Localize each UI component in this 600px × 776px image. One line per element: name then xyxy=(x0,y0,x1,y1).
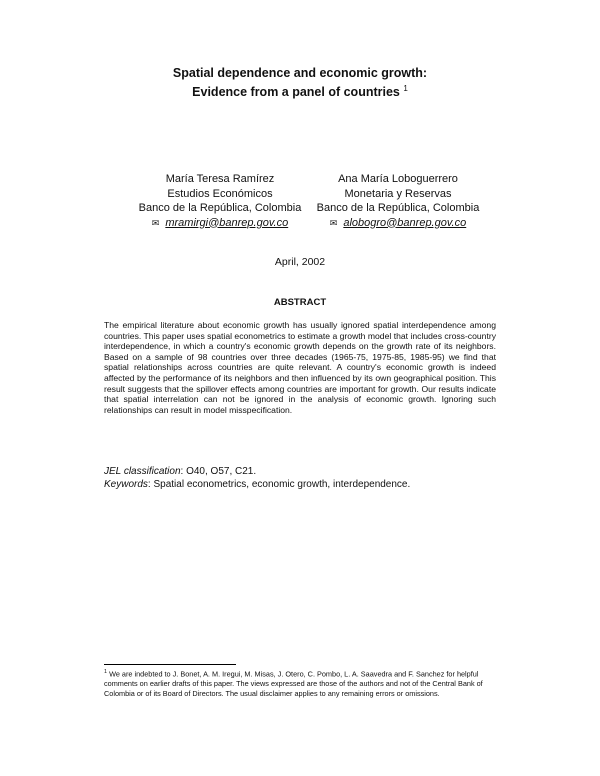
author-block-2 xyxy=(288,172,508,230)
jel-label: JEL classification xyxy=(104,466,181,477)
abstract-body: The empirical literature about economic growth has usually ignored spatial interdependence among countries. This paper uses spatial econometrics to estimate a growth model that includes cross-country interdependence, in which a country's economic growth depends on the growth rate of its neighbors. Based on a sample of 98 countries over three decades (1965-75, 1975-85, 1985-95) we find that spatial relationships across countries are quite relevant. A country's economic growth is indeed affected by the performance of its neighbors and then influenced by its own geographical position. This result suggests that the spillover effects among countries are important for growth. Our results indicate that spatial interrelation can not be ignored in the analysis of economic growth. Ignoring such relationships can result in model misspecification. xyxy=(104,320,496,415)
publication-date: April, 2002 xyxy=(274,256,326,268)
author-name: Ana María Loboguerrero xyxy=(338,173,458,185)
footnote-text: We are indebted to J. Bonet, A. M. Iregui, M. Misas, J. Otero, C. Pombo, L. A. Saavedra and F. Sanchez for helpful comments on earlier drafts of this paper. The views expressed are those of the authors and not of the Central Bank of Colombia or of its Board of Directors. The usual disclaimer applies to any remaining errors or omissions. xyxy=(104,669,483,698)
envelope-icon: ✉ xyxy=(151,217,160,228)
jel-value: : O40, O57, C21. xyxy=(180,466,257,477)
abstract-heading: ABSTRACT xyxy=(273,297,327,308)
classification-block xyxy=(104,465,410,491)
envelope-icon: ✉ xyxy=(329,217,338,228)
title-line-2-text: Evidence from a panel of countries xyxy=(192,85,400,100)
footnote-divider xyxy=(104,664,236,665)
author-department: Monetaria y Reservas xyxy=(344,187,452,200)
footnote xyxy=(104,668,499,698)
author-organization: Banco de la República, Colombia xyxy=(138,202,302,214)
author-department: Estudios Económicos xyxy=(167,187,273,200)
title-footnote-mark: 1 xyxy=(403,84,408,93)
jel-line xyxy=(104,465,410,478)
paper-title xyxy=(0,66,600,100)
footnote-mark: 1 xyxy=(104,669,108,675)
keywords-label: Keywords xyxy=(104,479,148,490)
author-organization: Banco de la República, Colombia xyxy=(316,202,480,214)
author-email-row xyxy=(288,216,508,231)
keywords-value: : Spatial econometrics, economic growth, interdependence. xyxy=(147,479,411,490)
author-email-link[interactable]: alobogro@banrep.gov.co xyxy=(343,216,467,229)
author-email-link[interactable]: mramirgi@banrep.gov.co xyxy=(165,216,289,229)
title-line-2 xyxy=(0,81,600,100)
keywords-line xyxy=(104,478,410,491)
title-line-1: Spatial dependence and economic growth: xyxy=(172,66,428,80)
author-name: María Teresa Ramírez xyxy=(165,173,275,185)
